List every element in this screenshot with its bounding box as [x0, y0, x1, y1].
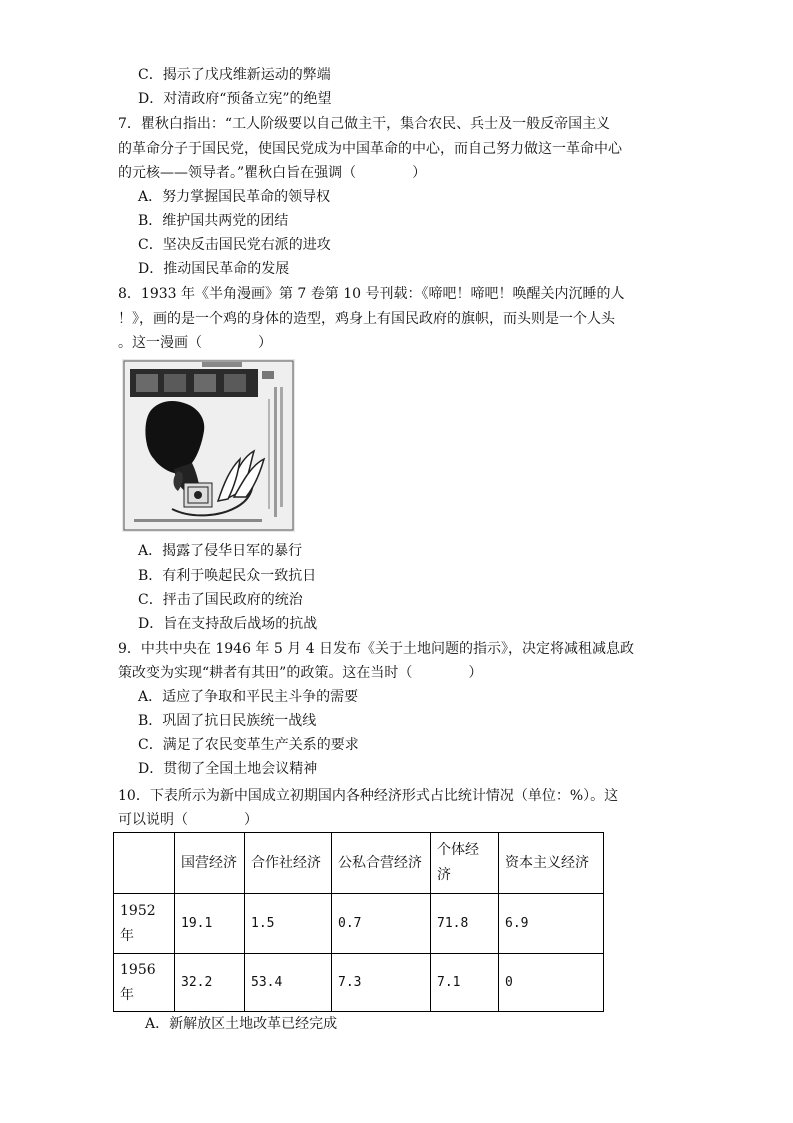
cartoon-image — [122, 359, 295, 532]
q8-stem-line-1: 8．1933 年《半角漫画》第 7 卷第 10 号刊载：《啼吧！啼吧！唤醒关内沉睡的人 — [118, 286, 625, 302]
table-cell: 19.1 — [175, 894, 245, 954]
q8-stem-line-2: ！》，画的是一个鸡的身体的造型，鸡身上有国民政府的旗帜，而头则是一个人头 — [118, 311, 615, 327]
table-header-cell: 国营经济 — [175, 833, 245, 894]
table-cell: 71.8 — [431, 894, 499, 954]
q7-option-d: D．推动国民革命的发展 — [138, 261, 290, 277]
table-header-cell — [114, 833, 175, 894]
q8-option-a: A．揭露了侵华日军的暴行 — [138, 543, 303, 559]
q9-stem-line-1: 9．中共中央在 1946 年 5 月 4 日发布《关于土地问题的指示》，决定将减租减息政 — [118, 641, 635, 657]
table-cell: 1.5 — [245, 894, 332, 954]
q7-stem-line-2: 的革命分子于国民党，使国民党成为中国革命的中心，而自己努力做这一革命中心 — [118, 141, 622, 157]
table-header-cell: 公私合营经济 — [332, 833, 431, 894]
q9-option-a: A．适应了争取和平民主斗争的需要 — [138, 689, 359, 705]
table-cell: 0.7 — [332, 894, 431, 954]
table-row — [114, 894, 604, 954]
q7-stem-line-1: 7．瞿秋白指出：“工人阶级要以自己做主干，集合农民、兵士及一般反帝国主义 — [118, 116, 611, 132]
q6-option-c: C．揭示了戊戌维新运动的弊端 — [138, 67, 331, 83]
q8-option-b: B．有利于唤起民众一致抗日 — [138, 568, 317, 584]
table-cell: 32.2 — [175, 954, 245, 1012]
table-cell: 7.3 — [332, 954, 431, 1012]
table-cell-year: 1956年 — [114, 954, 175, 1012]
q9-stem-line-2: 策改变为实现“耕者有其田”的政策。这在当时（ ） — [118, 665, 483, 681]
table-header-cell: 个体经济 — [431, 833, 499, 894]
table-cell: 6.9 — [499, 894, 604, 954]
q7-option-b: B．维护国共两党的团结 — [138, 213, 289, 229]
q7-stem-line-3: 的元核——领导者。”瞿秋白旨在强调（ ） — [118, 165, 427, 181]
table-header-cell: 合作社经济 — [245, 833, 332, 894]
q7-option-c: C．坚决反击国民党右派的进攻 — [138, 237, 331, 253]
q10-stem-line-2: 可以说明（ ） — [118, 812, 258, 828]
table-cell: 0 — [499, 954, 604, 1012]
q10-option-a: A．新解放区土地改革已经完成 — [145, 1016, 338, 1032]
q8-stem-line-3: 。这一漫画（ ） — [118, 335, 272, 351]
table-header-cell: 资本主义经济 — [499, 833, 604, 894]
table-cell: 53.4 — [245, 954, 332, 1012]
table-cell-year: 1952年 — [114, 894, 175, 954]
table-cell: 7.1 — [431, 954, 499, 1012]
q8-option-c: C．抨击了国民政府的统治 — [138, 592, 303, 608]
q9-option-b: B．巩固了抗日民族统一战线 — [138, 713, 317, 729]
q9-option-d: D．贯彻了全国土地会议精神 — [138, 761, 318, 777]
q7-option-a: A．努力掌握国民革命的领导权 — [138, 189, 331, 205]
table-header-row — [114, 833, 604, 894]
q10-stem-line-1: 10．下表所示为新中国成立初期国内各种经济形式占比统计情况（单位：%）。这 — [118, 788, 619, 804]
economy-table — [113, 832, 604, 1012]
q8-option-d: D．旨在支持敌后战场的抗战 — [138, 616, 318, 632]
q6-option-d: D．对清政府“预备立宪”的绝望 — [138, 91, 332, 107]
q9-option-c: C．满足了农民变革生产关系的要求 — [138, 737, 359, 753]
table-row — [114, 954, 604, 1012]
